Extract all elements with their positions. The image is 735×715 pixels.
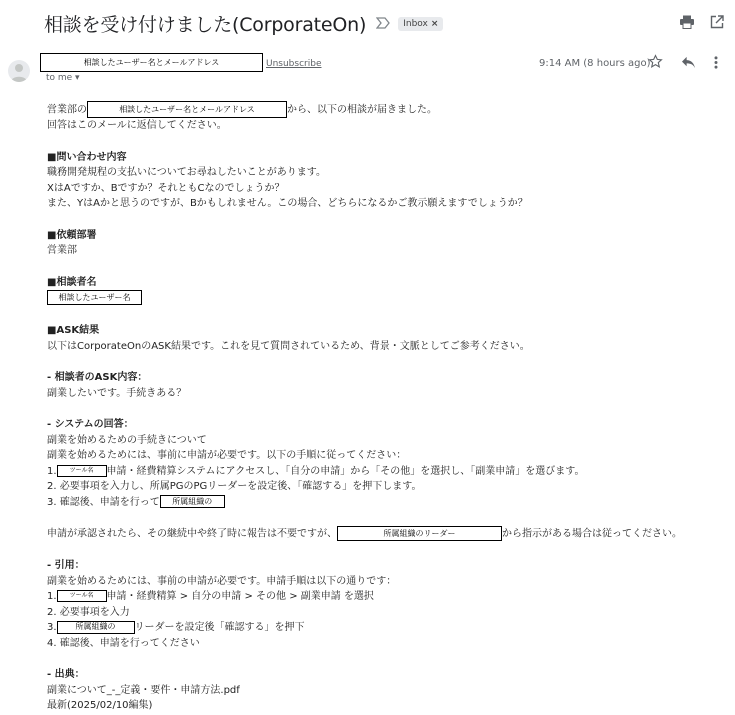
inbox-label-text: Inbox: [403, 18, 428, 29]
quote-step-3: [47, 620, 727, 636]
quote-step-3-text: リーダーを設定後「確認する」を押下: [134, 622, 305, 633]
intro-redacted-box: 相談したユーザー名とメールアドレス: [87, 101, 287, 118]
quote-step-3-number: 3.: [47, 622, 57, 633]
approval-prefix: 申請が承認されたら、その継続中や終了時に報告は不要ですが、: [47, 528, 337, 540]
quote-step-1-number: 1.: [47, 591, 57, 602]
approval-line: [47, 526, 727, 542]
intro-suffix: から、以下の相談が届きました。: [287, 104, 437, 116]
step-3: [47, 495, 727, 511]
thread-actions: [679, 14, 725, 30]
source-heading: - 出典：: [47, 669, 85, 680]
quote-org-redacted-box: 所属組織の: [57, 621, 135, 634]
system-answer-line: 副業を始めるためには、事前に申請が必要です。以下の手順に従ってください：: [47, 450, 407, 461]
important-icon[interactable]: [376, 15, 390, 33]
department-value: 営業部: [47, 245, 77, 256]
inquiry-line: XはAですか、Bですか？それともCなのでしょうか？: [47, 182, 285, 194]
quote-line: 副業を始めるためには、事前の申請が必要です。申請手順は以下の通りです：: [47, 575, 397, 587]
quote-step-4: 4. 確認後、申請を行ってください: [47, 637, 200, 649]
requester-redacted-box: 相談したユーザー名: [47, 290, 142, 305]
message-actions: [648, 54, 718, 73]
quote-step-2: 2. 必要事項を入力: [47, 606, 130, 618]
sender-avatar: [8, 60, 30, 82]
intro-line: [47, 101, 727, 118]
print-icon[interactable]: [679, 14, 695, 30]
org-leader-redacted-box: 所属組織のリーダー: [337, 526, 502, 541]
source-file: 副業について_-_定義・要件・申請方法.pdf: [47, 684, 240, 696]
ask-heading: ■ASK結果: [47, 325, 100, 336]
step-1: [47, 464, 727, 480]
system-answer-heading: - システムの回答：: [47, 419, 134, 430]
system-answer-line: 副業を始めるための手続きについて: [47, 434, 207, 446]
step-3-text: 3. 確認後、申請を行って: [47, 496, 160, 508]
quote-tool-name-redacted-box: ツール名: [57, 590, 107, 602]
star-icon[interactable]: [648, 54, 663, 73]
org-redacted-box: 所属組織の: [160, 495, 225, 508]
message-time: 9:14 AM (8 hours ago): [539, 58, 651, 69]
ask-description: 以下はCorporateOnのASK結果です。これを見て質問されているため、背景・文脈としてご参考ください。: [47, 340, 530, 352]
approval-suffix: から指示がある場合は従ってください。: [502, 528, 682, 540]
department-heading: ■依頼部署: [47, 229, 97, 241]
step-1-number: 1.: [47, 465, 57, 477]
quote-step-1: [47, 589, 727, 605]
inquiry-line: 職務開発規程の支払いについてお尋ねしたいことがあります。: [47, 167, 326, 178]
open-in-new-icon[interactable]: [709, 14, 725, 30]
quote-heading: - 引用：: [47, 560, 85, 571]
quote-step-1-text: 申請・経費精算 > 自分の申請 > その他 > 副業申請 を選択: [106, 591, 374, 602]
email-body: [47, 101, 727, 714]
tool-name-redacted-box: ツール名: [57, 465, 107, 477]
unsubscribe-link[interactable]: Unsubscribe: [266, 59, 322, 69]
email-subject-row: [44, 10, 443, 37]
ask-content: 副業したいです。手続きある？: [47, 387, 187, 399]
step-2: 2. 必要事項を入力し、所属PGのPGリーダーを設定後、「確認する」を押下します。: [47, 481, 422, 492]
more-icon[interactable]: [714, 54, 718, 73]
intro-line-2: 回答はこのメールに返信してください。: [47, 120, 227, 131]
requester-heading: ■相談者名: [47, 276, 97, 288]
remove-label-icon[interactable]: ×: [430, 18, 439, 29]
ask-content-heading: - 相談者のASK内容：: [47, 372, 148, 383]
inquiry-heading: ■問い合わせ内容: [47, 151, 127, 163]
step-1-text: 申請・経費精算システムにアクセスし、「自分の申請」から「その他」を選択し、「副業申請」を選びます。: [106, 465, 585, 477]
email-subject: 相談を受け付けました(CorporateOn): [44, 14, 367, 36]
source-date: 最新(2025/02/10編集): [47, 700, 153, 711]
inbox-label-chip[interactable]: [398, 17, 443, 31]
recipient-details-toggle[interactable]: to me ▾: [46, 73, 80, 83]
reply-icon[interactable]: [681, 54, 696, 73]
intro-prefix: 営業部の: [47, 104, 87, 116]
inquiry-line: また、YはAかと思うのですが、Bかもしれません。この場合、どちらになるかご教示願えますでしょうか？: [47, 198, 528, 209]
sender-redacted-box: 相談したユーザー名とメールアドレス: [40, 53, 263, 72]
